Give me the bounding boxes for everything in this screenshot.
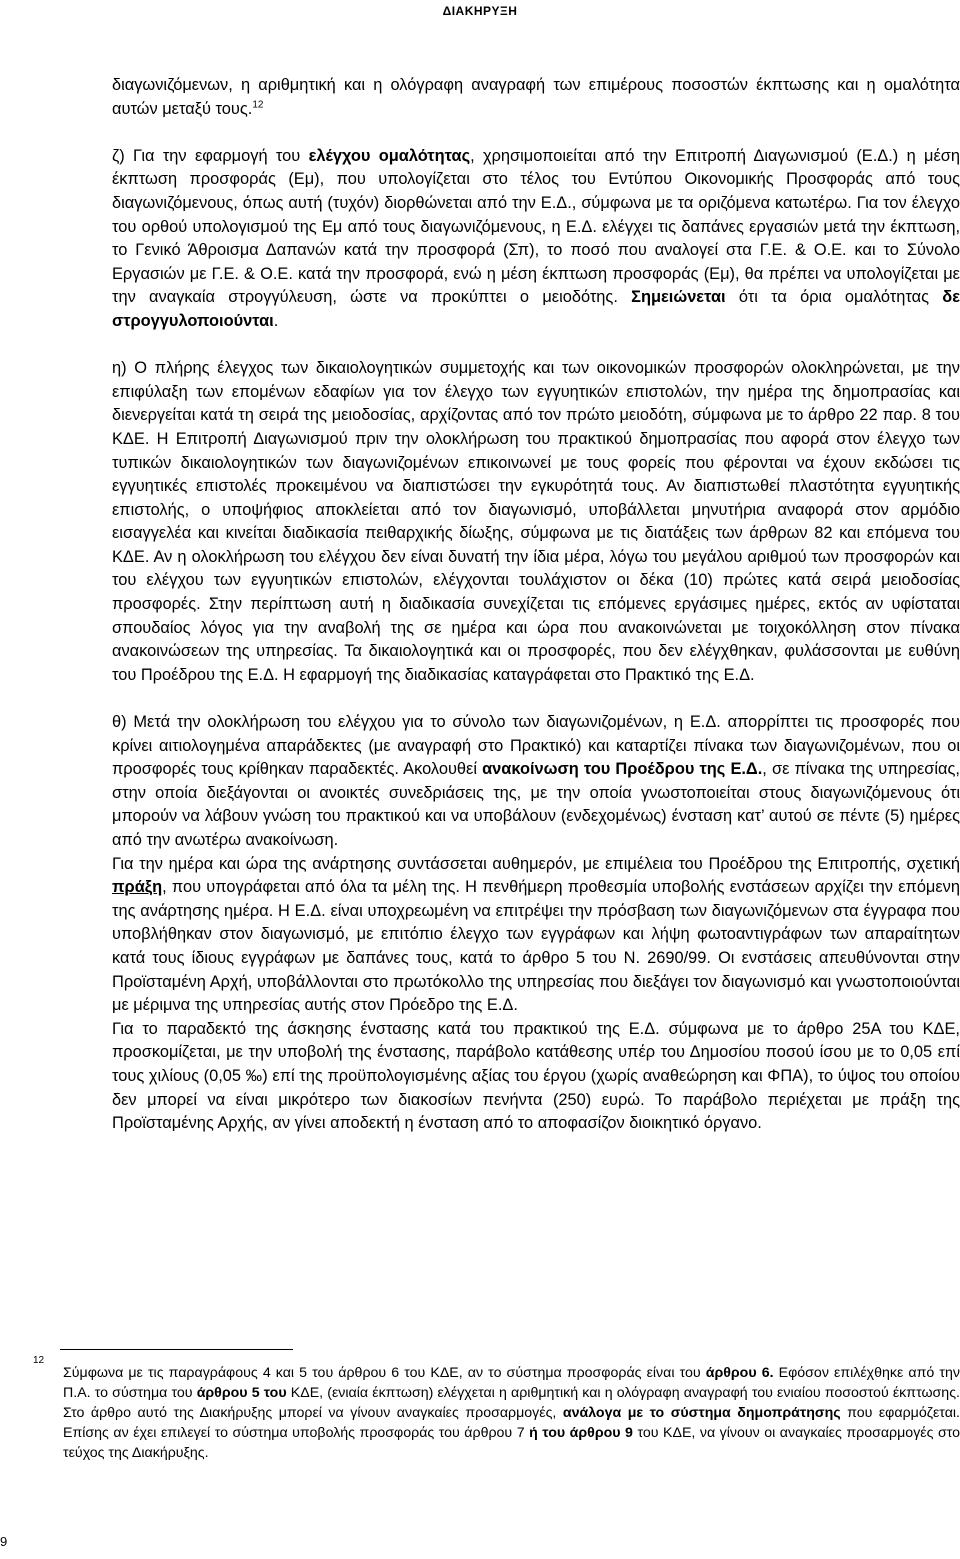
text: Για την ημέρα και ώρα της ανάρτησης συντάσσεται αυθημερόν, με επιμέλεια του Προέδρου της Επιτροπής, σχετική [112, 854, 960, 873]
bold-text: ή του άρθρου 9 [529, 1425, 633, 1441]
text: ζ) Για την εφαρμογή του [112, 146, 309, 165]
text: του ΚΔΕ, να γίνουν οι αναγκαίες προσαρμογές στο τεύχος της Διακήρυξης. [63, 1425, 960, 1461]
text: ΚΔΕ, (ενιαία έκπτωση) ελέγχεται η αριθμητική και η ολόγραφη αναγραφή του ενιαίου ποσοστού έκπτωσης. Στο άρθρο αυτό της Διακήρυξης μπορεί να γίνουν αναγκαίες προσαρμογές, [63, 1385, 960, 1421]
paragraph-z [112, 145, 960, 334]
text: ότι τα όρια ομαλότητας [725, 288, 943, 307]
footnote-text [63, 1363, 960, 1463]
text: Εφόσον επιλέχθηκε από την Π.Α. το σύστημα του [63, 1365, 960, 1401]
text: . [273, 311, 279, 330]
text: , σε πίνακα της υπηρεσίας, στην οποία διεξάγονται οι ανοικτές συνεδριάσεις της, με την οποία γνωστοποιείται στους διαγωνιζόμενους ότι μπορούν να λάβουν γνώση του πρακτικού και να υποβάλουν (ενδεχομένως) ένσταση κατ’ αυτού σε πέντε (5) ημέρες από την ανωτέρω ανακοίνωση. [112, 760, 960, 849]
paragraph-continuation [112, 74, 960, 121]
paragraph-text: διαγωνιζόμενων, η αριθμητική και η ολόγραφη αναγραφή των επιμέρους ποσοστών έκπτωσης και η ομαλότητα αυτών μεταξύ τους. [112, 76, 960, 118]
bold-text: άρθρου 6. [705, 1365, 774, 1381]
text: θ) Μετά την ολοκλήρωση του ελέγχου για το σύνολο των διαγωνιζομένων, η Ε.Δ. απορρίπτει τις προσφορές που κρίνει αιτιολογημένα απαράδεκτες (με αναγραφή στο Πρακτικό) και καταρτίζει πίνακα των διαγωνιζομένων, που οι προσφορές τους κρίθηκαν παραδεκτές. Ακολουθεί [112, 713, 960, 779]
bold-underlined-text: πράξη [112, 878, 163, 897]
bold-text: Σημειώνεται [631, 288, 726, 307]
bold-text: ανάλογα με το σύστημα δημοπράτησης [562, 1405, 841, 1421]
bold-text: ελέγχου ομαλότητας [308, 146, 471, 165]
footnote-reference[interactable]: 12 [252, 99, 264, 111]
text: , που υπογράφεται από όλα τα μέλη της. Η πενθήμερη προθεσμία υποβολής ενστάσεων αρχίζει την επόμενη της ανάρτησης ημέρα. Η Ε.Δ. είναι υποχρεωμένη να επιτρέψει την πρόσβαση των διαγωνιζόμενων στα έγγραφα που υποβλήθηκαν στον διαγωνισμό, με επιτόπιο έλεγχο των εγγράφων και λήψη φωτοαντιγράφων των απαραίτητων κατά τους ίδιους εγγράφων με δαπάνες τους, κατά το άρθρο 5 του Ν. 2690/99. Οι ενστάσεις απευθύνονται στην Προϊσταμένη Αρχή, υποβάλλονται στο πρωτόκολλο της υπηρεσίας που διεξάγει τον διαγωνισμό και γνωστοποιούνται με μέριμνα της υπηρεσίας αυτής στον Πρόεδρο της Ε.Δ. [112, 878, 960, 1015]
text: , χρησιμοποιείται από την Επιτροπή Διαγωνισμού (Ε.Δ.) η μέση έκπτωση προσφοράς (Εμ), που υπολογίζεται στο τέλος του Εντύπου Οικονομικής Προσφοράς από τους διαγωνιζόμενους, όπως αυτή (τυχόν) διορθώνεται από την Ε.Δ., σύμφωνα με τα οριζόμενα κατωτέρω. Για τον έλεγχο του ορθού υπολογισμού της Εμ από τους διαγωνιζόμενους, η Ε.Δ. ελέγχει τις δαπάνες εργασιών μετά την έκπτωση, το Γενικό Άθροισμα Δαπανών κατά την προσφορά (Σπ), το ποσό που αναλογεί στα Γ.Ε. & Ο.Ε. και το Σύνολο Εργασιών με Γ.Ε. & Ο.Ε. κατά την προσφορά, ενώ η μέση έκπτωση προσφοράς (Εμ), θα πρέπει να υπολογίζεται με την αναγκαία στρογγύλευση, ώστε να προκύπτει ο μειοδότης. [112, 146, 960, 307]
text: που εφαρμόζεται. Επίσης αν έχει επιλεγεί το σύστημα υποβολής προσφοράς του άρθρου 7 [63, 1405, 960, 1441]
footnote-separator [60, 1349, 293, 1350]
document-header: ΔΙΑΚΗΡΥΞΗ [442, 4, 518, 18]
paragraph-objection-fee: Για το παραδεκτό της άσκησης ένστασης κατά του πρακτικού της Ε.Δ. σύμφωνα με το άρθρο 25Α του ΚΔΕ, προσκομίζεται, με την υποβολή της ένστασης, παράβολο κατάθεσης υπέρ του Δημοσίου ποσού ίσου με το 0,05 επί τους χιλίους (0,05 ‰) επί της προϋπολογισμένης αξίας του έργου (χωρίς αναθεώρηση και ΦΠΑ), το ύψος του οποίου δεν μπορεί να είναι μικρότερο των διακοσίων πενήντα (250) ευρώ. Το παράβολο περιέχεται με πράξη της Προϊσταμένης Αρχής, αν γίνει αποδεκτή η ένσταση από το αποφασίζον διοικητικό όργανο. [112, 1019, 960, 1133]
paragraph-posting-date [112, 853, 960, 1018]
bold-text: ανακοίνωση του Προέδρου της Ε.Δ. [482, 760, 763, 779]
page-number: 9 [0, 1534, 8, 1549]
bold-text: δε στρογγυλοποιούνται [112, 288, 960, 330]
text: Σύμφωνα με τις παραγράφους 4 και 5 του άρθρου 6 του ΚΔΕ, αν το σύστημα προσφοράς είναι του [63, 1365, 706, 1381]
paragraph-theta [112, 711, 960, 853]
document-body [112, 74, 960, 1136]
footnote-mark: 12 [33, 1355, 45, 1366]
bold-text: άρθρου 5 του [196, 1385, 287, 1401]
paragraph-eta: η) Ο πλήρης έλεγχος των δικαιολογητικών συμμετοχής και των οικονομικών προσφορών ολοκληρώνεται, με την επιφύλαξη των επομένων εδαφίων για τον έλεγχο των εγγυητικών επιστολών, την ημέρα της δημοπρασίας και διενεργείται κατά τη σειρά της μειοδοσίας, αρχίζοντας από τον πρώτο μειοδότη, σύμφωνα με το άρθρο 22 παρ. 8 του ΚΔΕ. Η Επιτροπή Διαγωνισμού πριν την ολοκλήρωση του πρακτικού δημοπρασίας που αφορά στον έλεγχο των τυπικών δικαιολογητικών των διαγωνιζομένων επικοινωνεί με τους φορείς που φέρονται να έχουν εκδώσει τις εγγυητικές επιστολές προκειμένου να διαπιστώσει την εγκυρότητά τους. Αν διαπιστωθεί πλαστότητα εγγυητικής επιστολής, ο υποψήφιος αποκλείεται από τον διαγωνισμό, υποβάλλεται μηνυτήρια αναφορά στον αρμόδιο εισαγγελέα και κινείται διαδικασία πειθαρχικής δίωξης, σύμφωνα με τις διατάξεις των άρθρων 82 και επόμενα του ΚΔΕ. Αν η ολοκλήρωση του ελέγχου δεν είναι δυνατή την ίδια μέρα, λόγω του μεγάλου αριθμού των προσφορών και του ελέγχου των εγγυητικών επιστολών, ελέγχονται τουλάχιστον οι δέκα (10) πρώτες κατά σειρά μειοδοσίας προσφορές. Στην περίπτωση αυτή η διαδικασία συνεχίζεται τις επόμενες εργάσιμες ημέρες, εκτός αν υφίσταται σπουδαίος λόγος για την αναβολή της σε ημέρα και ώρα που ανακοινώνεται με τοιχοκόλληση στον πίνακα ανακοινώσεων της υπηρεσίας. Τα δικαιολογητικά και οι προσφορές, που δεν ελέγχθηκαν, φυλάσσονται με ευθύνη του Προέδρου της Ε.Δ. Η εφαρμογή της διαδικασίας καταγράφεται στο Πρακτικό της Ε.Δ. [112, 359, 960, 684]
